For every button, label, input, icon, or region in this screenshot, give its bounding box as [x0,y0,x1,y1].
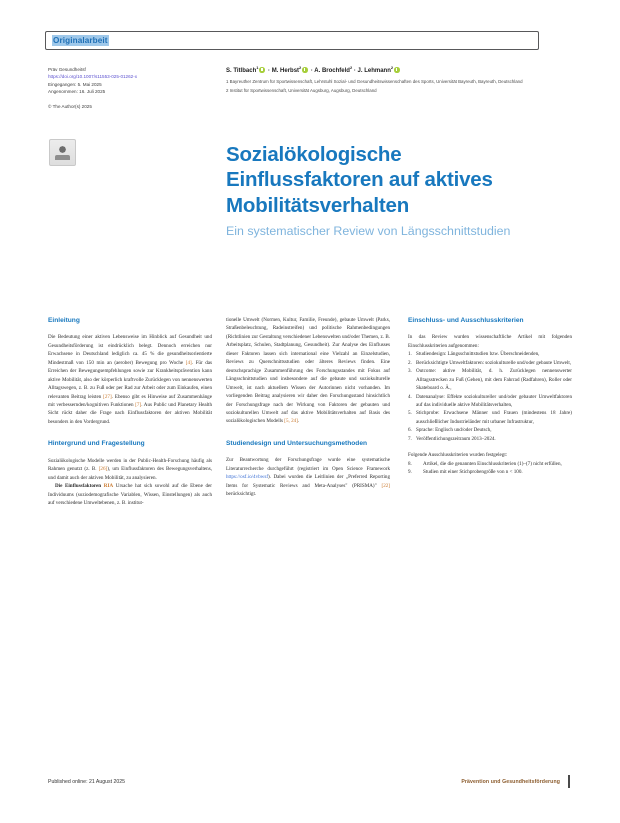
paragraph-text: tionelle Umwelt (Normen, Kultur, Familie, Freunde), gebaute Umwelt (Parks, Straßenbeleuchtung, Radeinstreifen) und politische Rahmenbedingungen (Richtlinien zur Gestaltung verschiedener Lebenswelten und/oder Themen, z. B. Arbeitsplatz, Schulen, Stadtplanung, Gesundheit). Zur Analyse des Einflusses dieser Faktoren lassen sich international eine Vielzahl an Einzelstudien, Reviews zu Querschnittsstudien oder älteres Reviews finden. Eine deutschsprachige Zusammenführung des Forschungsstandes mit Fokus auf Längsschnittstudien und insbesondere auf die gebaute und soziokulturelle Umwelt, ist nach aktuellem Wissen der Autorinnen nicht vorhanden. Im vorliegenden Beitrag analysieren wir daher den Forschungsstand hinsichtlich der Forschungsfrage nach der Wirkung von Faktoren der gebauten und soziokulturellen Umwelt auf das aktive Mobilitätsverhalten auf Basis des sozialökologischen Modells [226,317,390,425]
affiliation-1: 1 Bayreuther Zentrum für Sportwissenschaft, Lehrstuhl Sozial- und Gesundheitswissenschaften des Sports, Universität Bayreuth, Bayreuth, Deutschland [226,79,523,84]
orcid-icon[interactable] [394,67,399,72]
author-name: S. Titlbach [226,68,257,74]
citation-ref[interactable]: [7] [135,402,142,409]
citation-ref[interactable]: [4] [185,359,192,366]
citation-ref[interactable]: [26] [98,466,108,473]
paragraph: In das Review wurden wissenschaftliche Artikel mit folgenden Einschlusskriterien aufgenommen: [408,334,572,349]
copyright-line: © The Author(s) 2025 [48,103,92,109]
criteria-item: Berücksichtigte Umweltfaktoren: soziokulturelle und/oder gebaute Umwelt, [416,359,572,366]
citation-ref[interactable]: [27] [103,393,112,400]
orcid-icon[interactable] [302,67,307,72]
criteria-item: Sprache: Englisch und/oder Deutsch, [416,427,492,434]
affiliation-2: 2 Institut für Sportwissenschaft, Universität Augsburg, Augsburg, Deutschland [226,88,377,94]
article-metadata [48,66,198,110]
citation-ref[interactable]: [22] [381,482,390,489]
paragraph-text: Ursache hat sich sowohl auf die Ebene der Individuums (soziodemografische Variablen, Wissen, Einstellungen) als auch auf verschiedene Umweltebenen, z. B. institut- [48,483,212,507]
paragraph-text: . [297,418,300,425]
section-heading-einleitung: Einleitung [48,317,80,324]
doi-link[interactable]: https://doi.org/10.1007/s11553-025-01262-x [48,74,138,80]
criteria-item: Outcome: aktive Mobilität, d. h. Zurücklegen nennenswerter Alltagsstrecken zu Fuß (Gehen), mit dem Fahrrad (Radfahren), Roller oder Skateboard o. Ä., [416,368,572,392]
paragraph [226,316,390,426]
paragraph-text: Die Bedeutung einer aktiven Lebensweise im Hinblick auf Gesundheit und Gesundheitsförderung ist eindrücklich belegt. Dennoch erreichen nur Erwachsene in Deutschland lediglich ca. 45 % die gesundheitsorientierte Mindestmaß von 150 min an (aerober) Bewegung pro Woche [48,334,212,366]
text-column-1 [48,316,212,766]
citation-ref[interactable]: [5, 24] [284,418,298,425]
author-name: A. Brochfeld [314,68,350,74]
received-date: Eingegangen: 5. Mai 2025 [48,81,102,87]
citation-ref[interactable]: RIA [103,483,114,490]
paragraph: Folgende Ausschlusskriterien wurden festgelegt: [408,452,508,459]
paragraph-text: berücksichtigt. [226,491,257,498]
paragraph [48,482,212,507]
paragraph [48,333,212,426]
paragraph [226,456,390,498]
paragraph-emphasis: Die Einflussfaktoren [55,483,102,490]
criteria-item: Stichprobe: Erwachsene Männer und Frauen (mindestens 18 Jahre) ausschließlicher Industrieländer mit urbaner Infrastruktur, [416,410,572,425]
paragraph [48,457,212,482]
criteria-item: Artikel, die die genannten Einschlusskriterien (1)–(7) nicht erfüllen, [423,460,562,467]
paragraph-text: ). Dabei wurden die Leitlinien der „Preferred Reporting Items for Systematic Reviews and Meta-Analyses" (PRISMA)" [226,474,390,489]
paragraph-text: Zur Beantwortung der Forschungsfrage wurde eine systematische Literaturrecherche durchgeführt (registriert im Open Science Framework [226,457,390,472]
journal-abbrev: Präv Gesundheitsf [48,67,86,72]
criteria-item: Veröffentlichungszeitraum 2013–2024. [416,435,496,442]
orcid-icon[interactable] [259,67,264,72]
text-column-2 [226,316,390,766]
journal-name-footer: Prävention und Gesundheitsförderung [461,779,560,785]
page-marker [568,775,570,788]
article-subtitle: Ein systematischer Review von Längsschnittstudien [226,224,511,238]
running-head-box [45,31,539,50]
text-column-3 [408,316,572,766]
author-list: S. Titlbach$^1$ · M. Herbst$^2$ · A. Brochfeld$^2$ · J. Lehmann$^2$ [226,63,538,76]
author-affil-marker: 2 [299,65,302,70]
paragraph-text: . Aus Public und Planetary Health Sicht rückt daher die Frage nach Einflussfaktoren der aktiven Mobilität besonders in den Vordergrund. [48,402,212,425]
published-online-date: Published online: 21 August 2025 [48,779,126,785]
section-heading-studiendesign: Studiendesign und Untersuchungsmethoden [226,439,368,447]
author-name: M. Herbst [271,68,300,74]
author-name: J. Lehmann [357,68,391,74]
criteria-item: Studien mit einer Stichprobengröße von n < 100. [423,469,523,476]
osf-link[interactable]: https://osf.io/4vbwsf [226,474,269,481]
inclusion-criteria-list [408,350,572,443]
criteria-item: Datenanalyse: Effekte soziokultureller und/oder gebauter Umweltfaktoren auf das individuelle aktive Mobilitätsverhalten, [416,393,572,409]
author-affil-marker: 2 [349,65,353,70]
section-heading-hintergrund: Hintergrund und Fragestellung [48,440,145,448]
criteria-item: Studiendesign: Längsschnittstudien bzw. Überschneidenden, [416,351,540,358]
section-heading-kriterien: Einschluss- und Ausschlusskriterien [408,317,524,324]
paragraph-text: ), um Einflussfaktoren des Bewegungsverhaltens, und damit auch der aktiven Mobilität, zu analysieren. [48,466,212,481]
paragraph-text: Sozialökologische Modelle werden in der Public-Health-Forschung häufig als Rahmen genutzt (z. B. [48,457,212,473]
check-for-updates-icon[interactable] [49,139,76,166]
paragraph-text: . Ebenso gibt es Hinweise auf Zusammenhänge mit verbessernden/kognitiven Funktionen [48,393,212,409]
article-type-kicker: Originalarbeit [53,36,108,45]
author-affil-marker: 2 [390,65,394,70]
accepted-date: Angenommen: 16. Juli 2025 [48,89,106,95]
article-title: Sozialökologische Einflussfaktoren auf aktives Mobilitätsverhalten [226,142,493,217]
author-affil-marker: 1 [256,65,259,70]
exclusion-criteria-list [408,460,572,477]
affiliation-list [226,78,538,95]
paragraph-text: . Für das Erreichen der Bewegungsempfehlungen sowie zur Krankheitsprävention kann aktive Mobilität, also der körperlich kraftvolle Zurücklegen von nennenswerten Alltagswegen, z. B. zu Fuß oder per Rad zur Arbeit oder zum Einkaufen, einen relevanten Beitrag leisten [48,359,212,400]
